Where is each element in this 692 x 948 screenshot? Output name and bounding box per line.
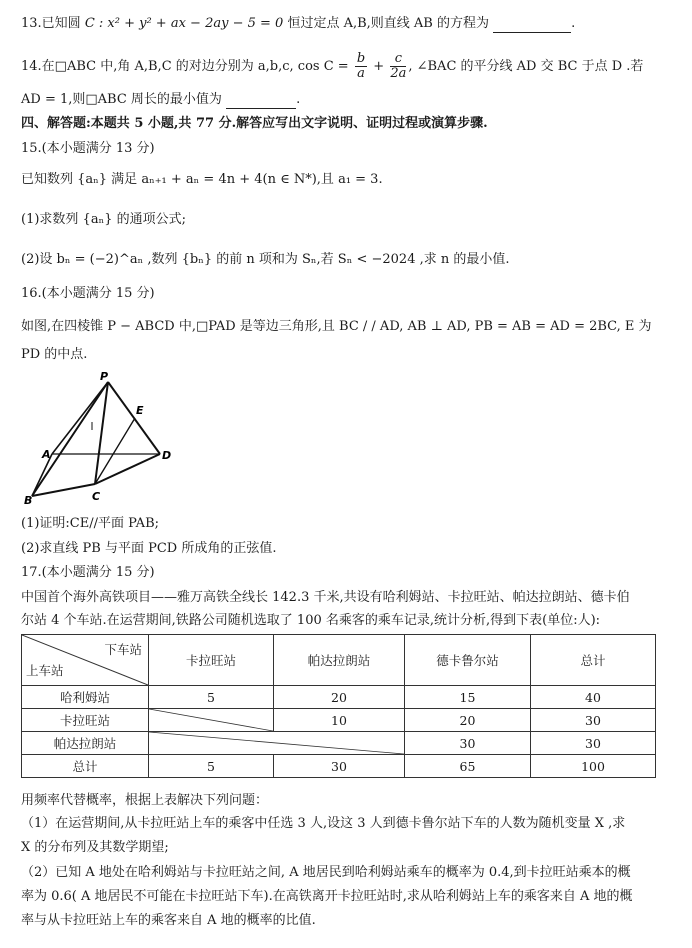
q13-text: 恒过定点 A,B,则直线 AB 的方程为	[287, 16, 489, 31]
col-header: 帕达拉朗站	[274, 635, 405, 686]
q13-number: 13.已知圆	[21, 16, 81, 31]
q17-heading: 17.(本小题满分 15 分)	[21, 565, 155, 580]
table-cell: 30	[531, 709, 656, 732]
table-cell: 5	[149, 686, 274, 709]
q17-intro-line2: 尔站 4 个车站.在运营期间,铁路公司随机选取了 100 名乘客的乘车记录,统计分析,得到下表(单位:人):	[21, 613, 601, 628]
table-cell-struck	[149, 732, 405, 755]
q17-part2-line2: 率为 0.6( A 地居民不可能在卡拉旺站下车).在高铁离开卡拉旺站时,求从哈利姆站上车的乘客来自 A 地的概	[21, 889, 633, 904]
table-cell: 100	[531, 755, 656, 778]
q14-text-b: , ∠BAC 的平分线 AD 交 BC 于点 D .若	[408, 59, 644, 74]
row-header: 帕达拉朗站	[22, 732, 149, 755]
section-4-heading: 四、解答题:本题共 5 小题,共 77 分.解答应写出文字说明、证明过程或演算步骤.	[21, 116, 488, 131]
q15-given: 已知数列 {aₙ} 满足 aₙ₊₁ + aₙ = 4n + 4(n ∈ N*),且 a₁ = 3.	[21, 172, 383, 187]
table-cell: 65	[405, 755, 531, 778]
table-cell: 10	[274, 709, 405, 732]
col-header: 卡拉旺站	[149, 635, 274, 686]
strike-diagonal	[149, 709, 273, 731]
label-P: P	[100, 370, 109, 383]
q13-answer-blank[interactable]	[493, 18, 571, 33]
q14-end: .	[296, 92, 301, 107]
corner-top-label: 下车站	[104, 642, 142, 657]
table-corner-cell	[22, 635, 149, 686]
q16-statement-line1: 如图,在四棱锥 P − ABCD 中,□PAD 是等边三角形,且 BC / / AD, AB ⊥ AD, PB = AB = AD = 2BC, E 为	[21, 319, 652, 334]
row-header: 卡拉旺站	[22, 709, 149, 732]
q17-part1-line1: （1）在运营期间,从卡拉旺站上车的乘客中任选 3 人,设这 3 人到德卡鲁尔站下车的人数为随机变量 X ,求	[21, 816, 626, 831]
corner-bottom-label: 上车站	[26, 663, 64, 678]
col-header: 德卡鲁尔站	[405, 635, 531, 686]
table-cell: 30	[405, 732, 531, 755]
ridership-table	[21, 634, 656, 778]
table-cell: 20	[274, 686, 405, 709]
table-cell: 30	[274, 755, 405, 778]
q16-statement-line2: PD 的中点.	[21, 347, 88, 362]
table-cell: 30	[531, 732, 656, 755]
label-A: A	[42, 448, 51, 461]
q17-part2-line1: （2）已知 A 地处在哈利姆站与卡拉旺站之间, A 地居民到哈利姆站乘车的概率为 0.4,到卡拉旺站乘本的概	[21, 865, 631, 880]
table-cell: 15	[405, 686, 531, 709]
label-D: D	[162, 449, 172, 462]
q14-fraction-c-over-2a: $\frac{c}{2a}$	[390, 51, 407, 81]
question-13	[21, 15, 575, 33]
q13-circle-equation: C : x² + y² + ax − 2ay − 5 = 0	[84, 16, 284, 31]
q15-part1: (1)求数列 {aₙ} 的通项公式;	[21, 212, 186, 227]
row-header: 哈利姆站	[22, 686, 149, 709]
col-header: 总计	[531, 635, 656, 686]
q14-fraction-b-over-a: $\frac{b}{a}$	[356, 51, 366, 81]
q14-plus: +	[369, 59, 389, 74]
table-cell: 20	[405, 709, 531, 732]
table-row	[22, 686, 656, 709]
q14-text-a: 14.在□ABC 中,角 A,B,C 的对边分别为 a,b,c, cos C =	[21, 59, 353, 74]
q17-part1-line2: X 的分布列及其数学期望;	[21, 840, 169, 855]
row-header: 总计	[22, 755, 149, 778]
q17-part2-line3: 率与从卡拉旺站上车的乘客来自 A 地的概率的比值.	[21, 913, 316, 928]
q14-text-2: AD = 1,则□ABC 周长的最小值为	[21, 92, 222, 107]
label-E: E	[136, 404, 144, 417]
label-B: B	[24, 494, 33, 507]
q16-part2: (2)求直线 PB 与平面 PCD 所成角的正弦值.	[21, 541, 277, 556]
q17-intro-line1: 中国首个海外高铁项目——雅万高铁全线长 142.3 千米,共设有哈利姆站、卡拉旺站、帕达拉朗站、德卡伯	[21, 590, 630, 605]
table-row	[22, 755, 656, 778]
table-row	[22, 709, 656, 732]
label-C: C	[92, 490, 101, 503]
question-14-line2	[21, 91, 300, 109]
table-row	[22, 732, 656, 755]
q13-end: .	[571, 16, 576, 31]
pyramid-figure	[22, 370, 182, 510]
q15-heading: 15.(本小题满分 13 分)	[21, 141, 155, 156]
strike-diagonal	[149, 732, 404, 754]
q17-after-table: 用频率代替概率，根据上表解决下列问题：	[21, 793, 269, 808]
q14-answer-blank[interactable]	[226, 94, 296, 109]
table-cell-struck	[149, 709, 274, 732]
q16-heading: 16.(本小题满分 15 分)	[21, 286, 155, 301]
question-14-line1	[21, 52, 643, 81]
table-cell: 5	[149, 755, 274, 778]
q16-part1: (1)证明:CE//平面 PAB;	[21, 516, 159, 531]
table-cell: 40	[531, 686, 656, 709]
q15-part2: (2)设 bₙ = (−2)^aₙ ,数列 {bₙ} 的前 n 项和为 Sₙ,若 Sₙ < −2024 ,求 n 的最小值.	[21, 252, 510, 267]
